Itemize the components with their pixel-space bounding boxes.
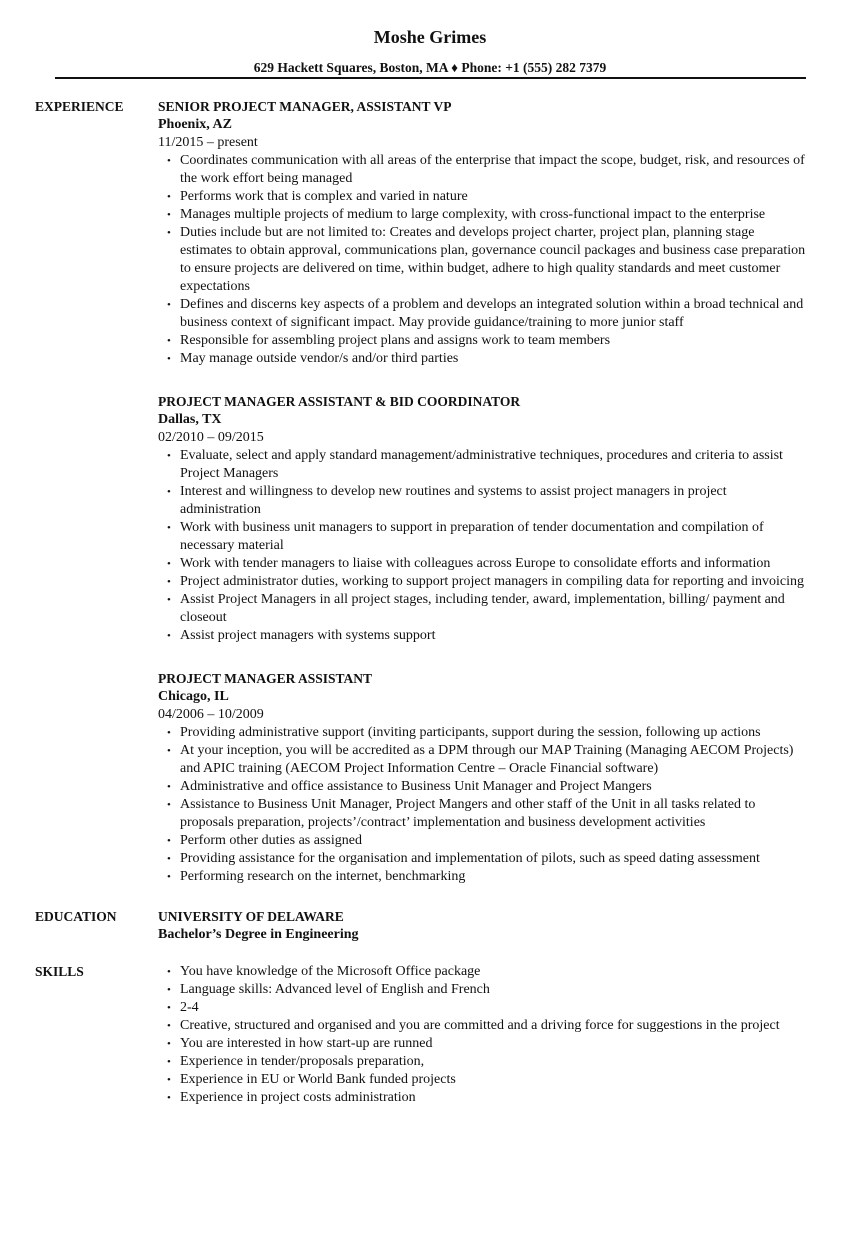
job-bullet: • Interest and willingness to develop new routines and systems to assist project managers in project administration bbox=[180, 483, 810, 519]
skill-item: • You are interested in how start-up are runned bbox=[180, 1035, 810, 1053]
job-dates: 04/2006 – 10/2009 bbox=[158, 707, 264, 722]
skill-item: • Experience in EU or World Bank funded projects bbox=[180, 1071, 810, 1089]
job-bullets bbox=[158, 724, 810, 886]
job-bullet: • Performs work that is complex and varied in nature bbox=[180, 188, 810, 206]
job-bullet: • Work with business unit managers to support in preparation of tender documentation and compilation of necessary material bbox=[180, 519, 810, 555]
skill-item: • Experience in tender/proposals preparation, bbox=[180, 1053, 810, 1071]
job-bullet: • At your inception, you will be accredited as a DPM through our MAP Training (Managing AECOM Projects) and APIC training (AECOM Project Information Centre – Oracle Financial software) bbox=[180, 742, 810, 778]
job-bullet: • May manage outside vendor/s and/or third parties bbox=[180, 350, 810, 368]
job-bullet: • Project administrator duties, working to support project managers in compiling data for reporting and invoicing bbox=[180, 573, 810, 591]
job-bullet: • Assist project managers with systems support bbox=[180, 627, 810, 645]
candidate-name: Moshe Grimes bbox=[373, 27, 487, 47]
job-title: SENIOR PROJECT MANAGER, ASSISTANT VP bbox=[158, 99, 452, 114]
job-location: Phoenix, AZ bbox=[158, 117, 232, 132]
job-location: Dallas, TX bbox=[158, 412, 222, 427]
header-divider bbox=[55, 77, 806, 79]
skills-section bbox=[35, 963, 810, 1107]
job-entry bbox=[158, 98, 810, 368]
resume-content bbox=[35, 98, 810, 1129]
job-dates: 11/2015 – present bbox=[158, 135, 258, 150]
job-bullet: • Providing assistance for the organisation and implementation of pilots, such as speed dating assessment bbox=[180, 850, 810, 868]
skills-body bbox=[158, 963, 810, 1107]
skill-item: • You have knowledge of the Microsoft Office package bbox=[180, 963, 810, 981]
skill-item: • 2-4 bbox=[180, 999, 810, 1017]
job-bullet: • Assist Project Managers in all project stages, including tender, award, implementation, billing/ payment and closeout bbox=[180, 591, 810, 627]
section-label-education: EDUCATION bbox=[35, 909, 117, 924]
job-dates: 02/2010 – 09/2015 bbox=[158, 430, 264, 445]
contact-line: 629 Hackett Squares, Boston, MA ♦ Phone: +1 (555) 282 7379 bbox=[253, 60, 607, 75]
section-label-experience: EXPERIENCE bbox=[35, 99, 124, 114]
job-bullets bbox=[158, 447, 810, 645]
job-bullet: • Duties include but are not limited to: Creates and develops project charter, project plan, planning stage estimates to obtain approval, communications plan, governance council packages and business case preparation to ensure projects are delivered on time, within budget, adhere to high quality standards and meet customer expectations bbox=[180, 224, 810, 296]
job-bullet: • Performing research on the internet, benchmarking bbox=[180, 868, 810, 886]
education-section bbox=[35, 908, 810, 944]
job-bullet: • Perform other duties as assigned bbox=[180, 832, 810, 850]
job-bullet: • Providing administrative support (inviting participants, support during the session, following up actions bbox=[180, 724, 810, 742]
job-bullet: • Administrative and office assistance to Business Unit Manager and Project Mangers bbox=[180, 778, 810, 796]
job-title: PROJECT MANAGER ASSISTANT & BID COORDINATOR bbox=[158, 394, 521, 409]
job-bullet: • Evaluate, select and apply standard management/administrative techniques, procedures and criteria to assist Project Managers bbox=[180, 447, 810, 483]
job-entry bbox=[158, 670, 810, 886]
job-bullet: • Work with tender managers to liaise with colleagues across Europe to consolidate efforts and information bbox=[180, 555, 810, 573]
job-title: PROJECT MANAGER ASSISTANT bbox=[158, 671, 373, 686]
job-bullet: • Defines and discerns key aspects of a problem and develops an integrated solution within a broad technical and business context of significant impact. May provide guidance/training to more junior staff bbox=[180, 296, 810, 332]
education-body bbox=[158, 908, 810, 944]
job-bullets bbox=[158, 152, 810, 368]
job-bullet: • Assistance to Business Unit Manager, Project Mangers and other staff of the Unit in all tasks related to proposals preparation, projects’/contract’ implementation and business development activities bbox=[180, 796, 810, 832]
skill-item: • Language skills: Advanced level of English and French bbox=[180, 981, 810, 999]
degree: Bachelor’s Degree in Engineering bbox=[158, 927, 359, 942]
school-name: UNIVERSITY OF DELAWARE bbox=[158, 909, 344, 924]
skill-item: • Experience in project costs administration bbox=[180, 1089, 810, 1107]
experience-section bbox=[35, 98, 810, 886]
job-entry bbox=[158, 393, 810, 645]
section-label-skills: SKILLS bbox=[35, 964, 84, 979]
job-bullet: • Responsible for assembling project plans and assigns work to team members bbox=[180, 332, 810, 350]
skill-item: • Creative, structured and organised and you are committed and a driving force for suggestions in the project bbox=[180, 1017, 810, 1035]
job-location: Chicago, IL bbox=[158, 689, 229, 704]
job-bullet: • Manages multiple projects of medium to large complexity, with cross-functional impact to the enterprise bbox=[180, 206, 810, 224]
job-bullet: • Coordinates communication with all areas of the enterprise that impact the scope, budget, risk, and resources of the work effort being managed bbox=[180, 152, 810, 188]
jobs-list bbox=[158, 98, 810, 886]
skills-list bbox=[158, 963, 810, 1107]
